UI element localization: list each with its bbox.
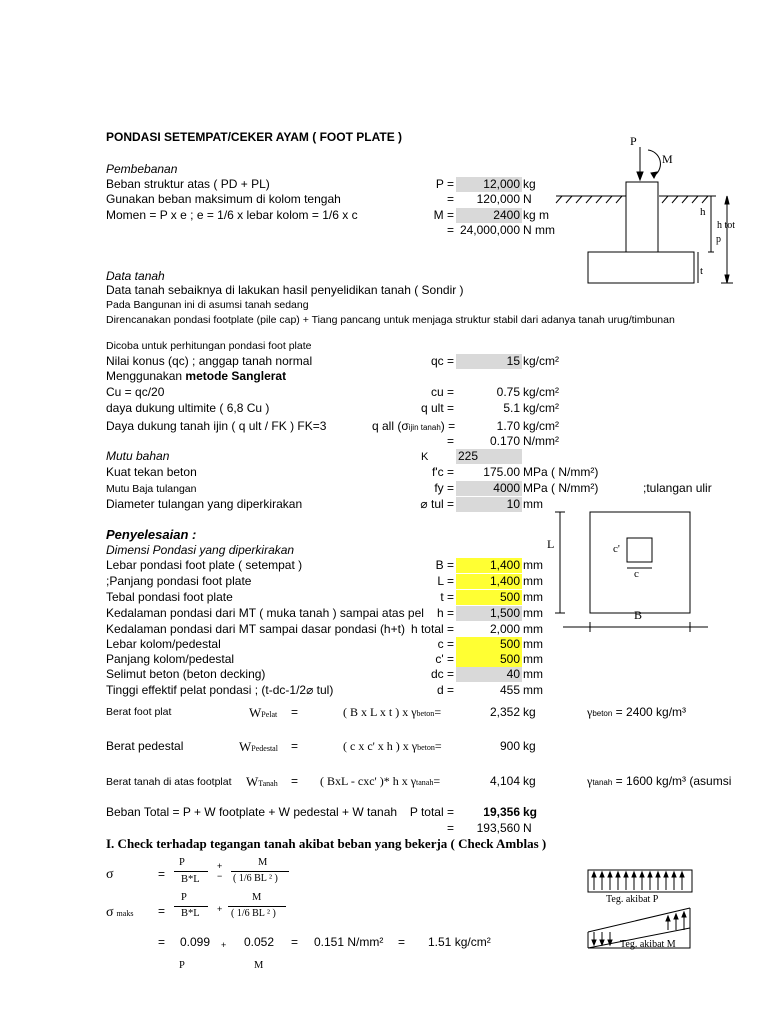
- fp-label: Berat foot plat: [106, 706, 172, 718]
- dia-sym: ⌀ tul =: [420, 497, 454, 511]
- dimension-value: 455: [499, 683, 520, 697]
- beban-value-2: 120,000: [476, 192, 520, 206]
- teg-p-label: Teg. akibat P: [606, 894, 659, 905]
- pd-value: 900: [499, 739, 520, 753]
- pd-eq: =: [291, 739, 299, 753]
- tanah-line-2: Pada Bangunan ini di asumsi tanah sedang: [106, 299, 309, 311]
- teg-m-label: Teg. akibat M: [620, 939, 676, 950]
- fp-eq2: =: [434, 705, 442, 719]
- result-v3: 0.151 N/mm²: [314, 935, 384, 949]
- dimension-symbol: B =: [435, 558, 454, 572]
- qall-sym-b: ) =: [440, 419, 456, 433]
- cu-value: 0.75: [496, 385, 520, 399]
- dimension-unit: mm: [523, 606, 543, 620]
- pd-formula-sub: beton: [417, 743, 435, 752]
- stress-arrowhead-p: [632, 872, 636, 877]
- pd-formula-text: ( c x c' x h ) x γ: [343, 739, 418, 753]
- dimension-symbol: dc =: [430, 667, 454, 681]
- stress-arrowhead-p: [664, 872, 668, 877]
- gamma-beton-symbol: γ: [587, 705, 593, 719]
- tanah-line-1: Data tanah sebaiknya di lakukan hasil penyelidikan tanah ( Sondir ): [106, 283, 464, 297]
- sigma-1-eq: =: [158, 867, 166, 881]
- beban-value-4: 24,000,000: [459, 223, 520, 237]
- sigma-1: σ: [106, 867, 114, 882]
- dimension-value: 500: [456, 652, 522, 667]
- tn-w-sub: Tanah: [258, 779, 278, 788]
- bottom-p: P: [179, 960, 185, 971]
- dimension-symbol: h =: [436, 606, 454, 620]
- frac4-m: M: [252, 892, 262, 903]
- qc-value: 15: [456, 354, 522, 369]
- dimension-symbol: t =: [440, 590, 454, 604]
- sigma-maks-symbol: σ: [106, 905, 114, 920]
- dimension-symbol: c' =: [435, 652, 454, 666]
- fp-value: 2,352: [489, 705, 520, 719]
- tn-formula-sub: tanah: [416, 778, 434, 787]
- k-sym: K: [421, 451, 429, 463]
- qall-label: Daya dukung tanah ijin ( q ult / FK ) FK=3: [106, 419, 327, 433]
- beban-value-3: 2400: [456, 208, 522, 223]
- tn-value: 4,104: [489, 774, 520, 788]
- plan-l-label: L: [547, 537, 555, 551]
- qult-unit: kg/cm²: [523, 401, 559, 415]
- result-eq1: =: [158, 935, 166, 949]
- qall-sym-a: q all (: [372, 419, 402, 433]
- dimension-label: Tinggi effektif pelat pondasi ; (t-dc-1/2⌀ tul): [106, 683, 334, 697]
- stress-arrowhead-m-up: [666, 916, 670, 921]
- fc-value: 175.00: [483, 465, 520, 479]
- result-eq3: =: [398, 935, 406, 949]
- pd-w-letter: W: [239, 739, 252, 754]
- dimension-label: ;Panjang pondasi foot plate: [106, 574, 252, 588]
- fp-eq: =: [291, 705, 299, 719]
- gamma-tanah-text: = 1600 kg/m³ (asumsi: [612, 774, 732, 788]
- result-v2: 0.052: [244, 935, 275, 949]
- pd-label: Berat pedestal: [106, 739, 184, 753]
- fy-label: Mutu Baja tulangan: [106, 483, 197, 495]
- pd-w-sub: Pedestal: [251, 744, 278, 753]
- frac1-p: P: [179, 857, 185, 868]
- gamma-tanah-sub: tanah: [592, 778, 613, 787]
- total-unit: kg: [523, 805, 538, 819]
- fp-w-sub: Pelat: [261, 710, 278, 719]
- plan-b-label: B: [634, 608, 643, 622]
- tn-formula-text: ( BxL - cxc' )* h x γ: [320, 774, 416, 788]
- fy-note: ;tulangan ulir: [643, 481, 712, 495]
- tn-label: Berat tanah di atas footplat: [106, 776, 232, 788]
- dimension-label: Lebar kolom/pedestal: [106, 637, 221, 651]
- plus-sign: +: [217, 904, 223, 914]
- fp-w-letter: W: [249, 705, 262, 720]
- dimension-symbol: h total =: [410, 622, 454, 636]
- fp-unit: kg: [523, 705, 536, 719]
- dimension-unit: mm: [523, 683, 543, 697]
- diagram-p-label: P: [630, 134, 637, 148]
- gamma-beton-sub: beton: [592, 709, 613, 718]
- section-data-tanah: Data tanah: [106, 269, 165, 283]
- tn-w-letter: W: [246, 774, 259, 789]
- metode-prefix: Menggunakan: [106, 369, 186, 383]
- beban-value-1: 12,000: [456, 177, 522, 192]
- stress-arrowhead-m-down: [592, 940, 596, 945]
- section-mutu-bahan: Mutu bahan: [106, 449, 170, 463]
- diagram-p-lower-label: p: [716, 234, 721, 245]
- stress-arrowhead-p: [624, 872, 628, 877]
- qc-label: Nilai konus (qc) ; anggap tanah normal: [106, 354, 313, 368]
- frac3-p: P: [181, 892, 187, 903]
- frac1-bl: B*L: [181, 874, 200, 885]
- dimension-value: 2,000: [489, 622, 520, 636]
- beban-sym-1: P =: [435, 177, 454, 191]
- frac2-bl: ( 1/6 BL ² ): [233, 873, 278, 884]
- stress-arrowhead-p: [592, 872, 596, 877]
- total2-unit: N: [523, 821, 532, 835]
- stress-arrowhead-m-up: [682, 912, 686, 917]
- fy-unit: MPa ( N/mm²): [523, 481, 599, 495]
- dimension-symbol: c =: [437, 637, 454, 651]
- gamma-beton-text: = 2400 kg/m³: [612, 705, 687, 719]
- dimension-unit: mm: [523, 590, 543, 604]
- dimension-unit: mm: [523, 637, 543, 651]
- k-value: 225: [456, 449, 522, 464]
- stress-arrowhead-p: [656, 872, 660, 877]
- total2-value: 193,560: [476, 821, 520, 835]
- stress-arrowhead-p: [640, 872, 644, 877]
- beban-sym-4: =: [446, 223, 454, 237]
- tn-unit: kg: [523, 774, 536, 788]
- dimension-unit: mm: [523, 667, 543, 681]
- diagram-htot-label: h tot: [717, 220, 736, 231]
- sigma-maks-sub: maks: [116, 909, 134, 918]
- tanah-line-3: Direncanakan pondasi footplate (pile cap) + Tiang pancang untuk menjaga struktur stabil dari adanya tanah urug/timbunan: [106, 314, 675, 326]
- gamma-tanah-symbol: γ: [587, 774, 593, 788]
- stress-arrowhead-p: [648, 872, 652, 877]
- fy-value: 4000: [456, 481, 522, 496]
- tn-eq: =: [291, 774, 299, 788]
- dimension-unit: mm: [523, 574, 543, 588]
- stress-arrowhead-p: [680, 872, 684, 877]
- fy-sym: fy =: [434, 481, 454, 495]
- beban-unit-1: kg: [523, 177, 536, 191]
- stress-arrowhead-p: [616, 872, 620, 877]
- pm-minus: −: [217, 871, 223, 881]
- pd-eq2: =: [434, 739, 442, 753]
- qall2-sym: =: [446, 434, 454, 448]
- dimension-label: Selimut beton (beton decking): [106, 667, 266, 681]
- section-pembebanan: Pembebanan: [106, 162, 178, 176]
- tn-eq2: =: [433, 774, 441, 788]
- frac2-m: M: [258, 857, 268, 868]
- plan-cprime-label: c': [613, 543, 620, 555]
- sigma-maks-eq: =: [158, 904, 166, 918]
- cu-label: Cu = qc/20: [106, 385, 165, 399]
- result-plus: +: [221, 940, 227, 950]
- cu-sym: cu =: [430, 385, 454, 399]
- result-v4: 1.51 kg/cm²: [428, 935, 491, 949]
- diagram-h-label: h: [700, 206, 706, 218]
- qc-unit: kg/cm²: [523, 354, 559, 368]
- beban-label-3: Momen = P x e ; e = 1/6 x lebar kolom = 1/6 x c: [106, 208, 358, 222]
- stress-arrowhead-m-down: [600, 940, 604, 945]
- beban-label-1: Beban struktur atas ( PD + PL): [106, 177, 270, 191]
- sigma-symbol: σ: [401, 419, 409, 433]
- dimension-unit: mm: [523, 558, 543, 572]
- result-eq2: =: [291, 935, 299, 949]
- qall2-value: 0.170: [489, 434, 520, 448]
- stress-arrowhead-p: [600, 872, 604, 877]
- total2-sym: =: [446, 821, 454, 835]
- dia-unit: mm: [523, 497, 543, 511]
- qall2-unit: N/mm²: [523, 434, 559, 448]
- frac4-bl: ( 1/6 BL ² ): [231, 908, 276, 919]
- dia-label: Diameter tulangan yang diperkirakan: [106, 497, 303, 511]
- dimension-value: 500: [456, 590, 522, 605]
- result-v1: 0.099: [180, 935, 211, 949]
- qult-value: 5.1: [503, 401, 520, 415]
- dimension-value: 1,500: [456, 606, 522, 621]
- qall-sym-sub: ijin tanah: [408, 423, 441, 432]
- qall-unit: kg/cm²: [523, 419, 559, 433]
- check-heading: I. Check terhadap tegangan tanah akibat beban yang bekerja ( Check Amblas ): [106, 836, 547, 851]
- stress-arrowhead-m-up: [674, 914, 678, 919]
- beban-unit-3: kg m: [523, 208, 550, 222]
- dimension-unit: mm: [523, 622, 543, 636]
- page-title: PONDASI SETEMPAT/CEKER AYAM ( FOOT PLATE ): [106, 130, 403, 144]
- plan-c-label: c: [634, 568, 639, 580]
- fc-label: Kuat tekan beton: [106, 465, 197, 479]
- diagram-t-label: t: [700, 265, 704, 277]
- penyelesaian-sub: Dimensi Pondasi yang diperkirakan: [106, 543, 295, 557]
- dimension-label: Tebal pondasi foot plate: [106, 590, 233, 604]
- qult-sym: q ult =: [420, 401, 454, 415]
- tanah-line-4: Dicoba untuk perhitungan pondasi foot plate: [106, 340, 312, 352]
- dimension-value: 500: [456, 637, 522, 652]
- section-penyelesaian: Penyelesaian :: [106, 527, 197, 542]
- dimension-label: Kedalaman pondasi dari MT ( muka tanah ) sampai atas pel: [106, 606, 424, 620]
- beban-label-2: Gunakan beban maksimum di kolom tengah: [106, 192, 341, 206]
- pm-plus: +: [217, 861, 223, 871]
- beban-sym-2: =: [446, 192, 454, 206]
- qc-sym: qc =: [430, 354, 454, 368]
- bottom-m: M: [254, 960, 264, 971]
- metode-name: metode Sanglerat: [185, 369, 287, 383]
- dimension-label: Kedalaman pondasi dari MT sampai dasar pondasi (h+t): [106, 622, 405, 636]
- dimension-value: 40: [456, 667, 522, 682]
- cu-unit: kg/cm²: [523, 385, 559, 399]
- beban-unit-4: N mm: [523, 223, 555, 237]
- dimension-symbol: L =: [437, 574, 454, 588]
- dimension-value: 1,400: [456, 558, 522, 573]
- fc-unit: MPa ( N/mm²): [523, 465, 599, 479]
- qult-label: daya dukung ultimite ( 6,8 Cu ): [106, 401, 270, 415]
- beban-unit-2: N: [523, 192, 532, 206]
- frac3-bl: B*L: [181, 908, 200, 919]
- fc-sym: f'c =: [432, 465, 454, 479]
- dia-value: 10: [456, 497, 522, 512]
- diagram-m-label: M: [662, 152, 673, 166]
- qall-value: 1.70: [496, 419, 520, 433]
- dimension-label: Panjang kolom/pedestal: [106, 652, 235, 666]
- total-value: 19,356: [483, 805, 520, 819]
- dimension-unit: mm: [523, 652, 543, 666]
- dimension-symbol: d =: [436, 683, 454, 697]
- total-sym: P total =: [409, 805, 454, 819]
- beban-sym-3: M =: [433, 208, 454, 222]
- dimension-value: 1,400: [456, 574, 522, 589]
- dimension-label: Lebar pondasi foot plate ( setempat ): [106, 558, 303, 572]
- stress-arrowhead-p: [608, 872, 612, 877]
- stress-arrowhead-p: [672, 872, 676, 877]
- total-label: Beban Total = P + W footplate + W pedestal + W tanah: [106, 805, 398, 819]
- fp-formula-text: ( B x L x t ) x γ: [343, 705, 417, 719]
- pd-unit: kg: [523, 739, 536, 753]
- fp-formula-sub: beton: [416, 709, 435, 718]
